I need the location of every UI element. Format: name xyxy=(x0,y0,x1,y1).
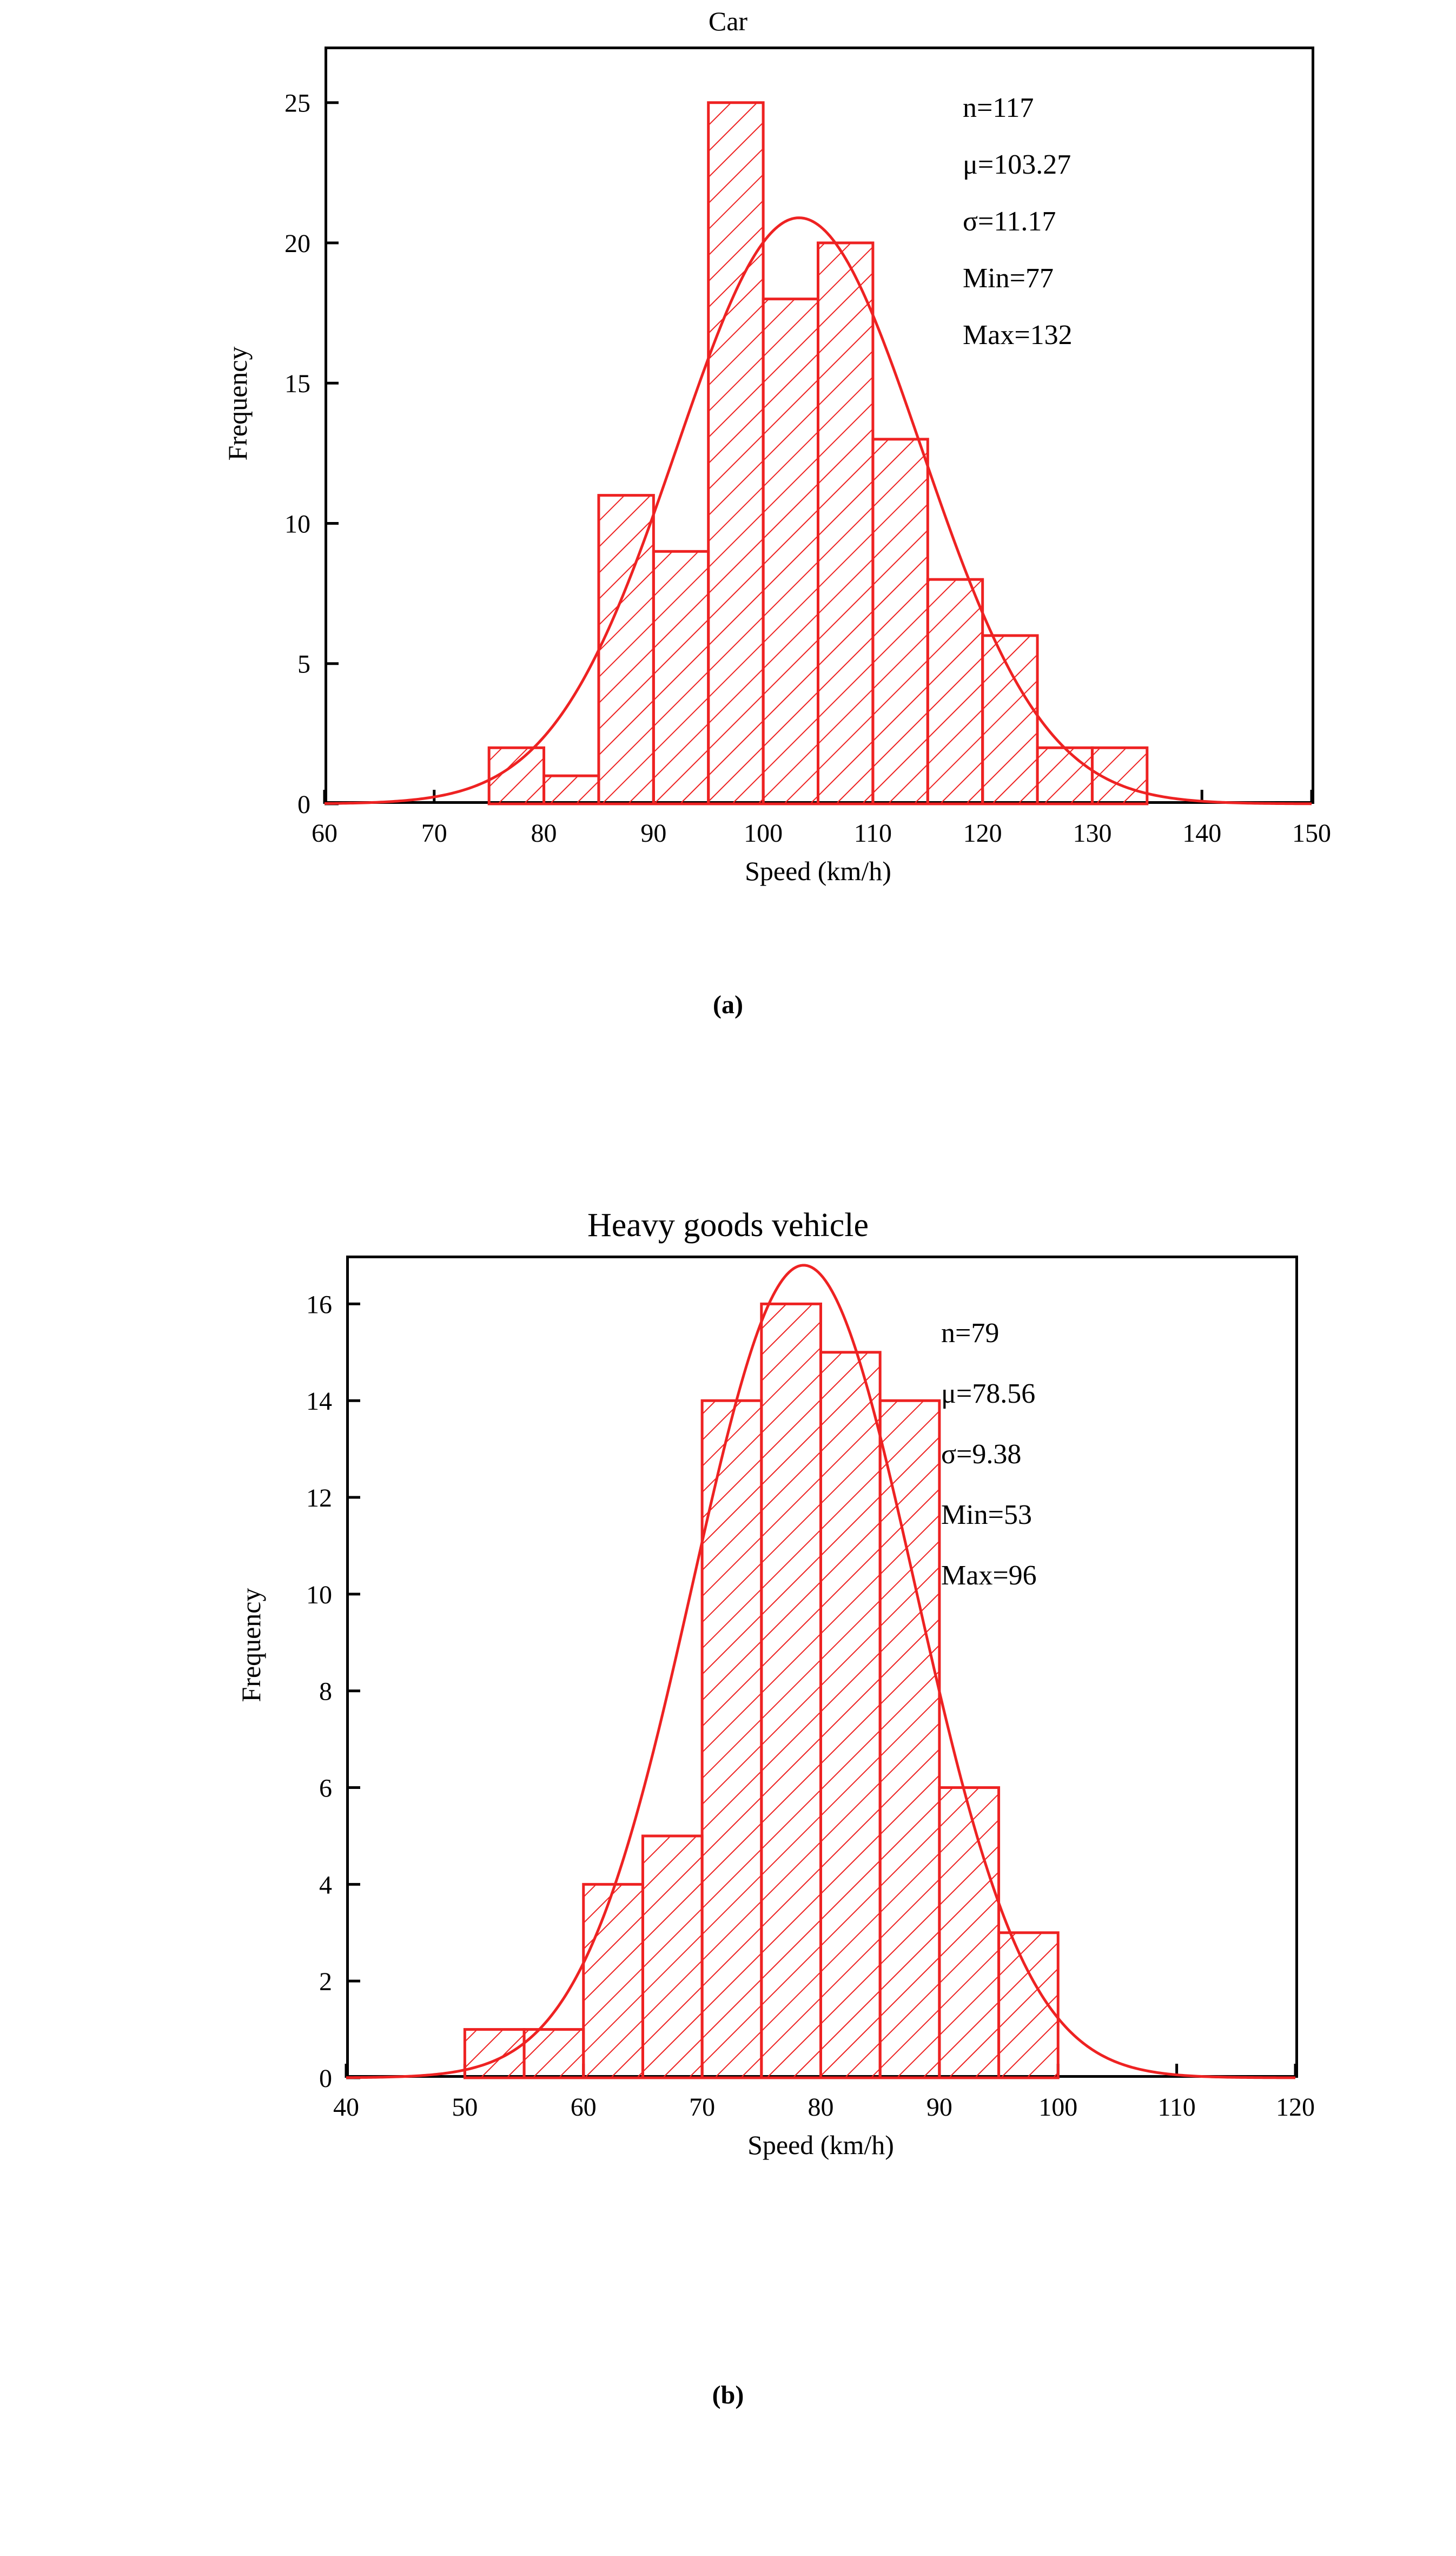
stat-line: Min=77 xyxy=(963,263,1054,294)
stat-line: Max=96 xyxy=(941,1560,1037,1591)
x-tick-label: 100 xyxy=(744,819,783,848)
x-tick-label: 80 xyxy=(531,819,557,848)
y-tick-label: 5 xyxy=(297,650,310,679)
x-tick-label: 50 xyxy=(452,2093,478,2122)
histogram-bar xyxy=(643,1836,702,2078)
stat-line: μ=103.27 xyxy=(963,149,1071,180)
y-tick-label: 4 xyxy=(319,1871,332,1900)
y-tick-label: 0 xyxy=(319,2064,332,2093)
histogram-bar xyxy=(599,496,653,804)
x-tick-label: 80 xyxy=(808,2093,834,2122)
x-tick-label: 60 xyxy=(312,819,337,848)
x-tick-label: 140 xyxy=(1182,819,1222,848)
x-tick-label: 110 xyxy=(853,819,892,848)
histogram-chart-hgv xyxy=(184,1256,1315,2160)
y-axis-label-a: Frequency xyxy=(222,346,253,461)
x-axis-label-a: Speed (km/h) xyxy=(745,856,891,886)
histogram-bar xyxy=(873,439,928,804)
figure-panel-a xyxy=(0,0,1456,1125)
x-tick-label: 60 xyxy=(570,2093,597,2122)
stats-annotation xyxy=(941,1318,1037,1591)
histogram-bar xyxy=(821,1352,881,2078)
histogram-bars xyxy=(465,1304,1058,2078)
histogram-bar xyxy=(928,579,982,804)
y-tick-label: 10 xyxy=(284,510,310,539)
y-tick-label: 0 xyxy=(297,790,310,819)
x-tick-label: 40 xyxy=(333,2093,359,2122)
histogram-bar xyxy=(544,776,599,804)
stat-line: σ=9.38 xyxy=(941,1439,1022,1470)
y-tick-label: 12 xyxy=(306,1484,332,1513)
stat-line: n=117 xyxy=(963,93,1034,123)
stat-line: n=79 xyxy=(941,1318,1000,1349)
chart-title-b: Heavy goods vehicle xyxy=(587,1207,869,1244)
y-tick-label: 8 xyxy=(319,1677,332,1706)
x-tick-label: 90 xyxy=(640,819,667,848)
histogram-bar xyxy=(465,2030,524,2078)
stat-line: Max=132 xyxy=(963,320,1073,351)
x-tick-label: 120 xyxy=(963,819,1002,848)
x-axis-label-b: Speed (km/h) xyxy=(747,2130,894,2160)
y-tick-label: 15 xyxy=(284,369,310,399)
x-tick-label: 70 xyxy=(689,2093,716,2122)
y-tick-label: 25 xyxy=(284,89,310,118)
histogram-bar xyxy=(880,1401,939,2078)
x-tick-label: 90 xyxy=(926,2093,952,2122)
y-axis-label-b: Frequency xyxy=(236,1588,266,1702)
histogram-chart-car xyxy=(162,47,1331,886)
x-tick-label: 110 xyxy=(1157,2093,1196,2122)
y-tick-label: 16 xyxy=(306,1290,332,1319)
chart-title-a: Car xyxy=(708,6,748,36)
panel-letter-a: (a) xyxy=(713,990,743,1019)
y-tick-label: 14 xyxy=(306,1387,332,1416)
stats-annotation xyxy=(963,93,1073,351)
histogram-bar xyxy=(584,1884,643,2078)
stat-line: σ=11.17 xyxy=(963,206,1056,237)
x-tick-label: 70 xyxy=(421,819,447,848)
x-tick-label: 120 xyxy=(1276,2093,1315,2122)
x-tick-label: 130 xyxy=(1073,819,1112,848)
y-tick-label: 10 xyxy=(306,1580,332,1609)
y-tick-label: 6 xyxy=(319,1774,332,1803)
stat-line: Min=53 xyxy=(941,1500,1033,1530)
histogram-bar xyxy=(1037,748,1092,804)
histogram-bar xyxy=(709,103,763,804)
x-tick-label: 150 xyxy=(1292,819,1331,848)
histogram-bar xyxy=(763,299,818,804)
figure-panel-b xyxy=(0,1201,1456,2499)
histogram-bar xyxy=(983,636,1037,804)
histogram-bar xyxy=(653,551,708,804)
y-tick-label: 20 xyxy=(284,229,310,258)
stat-line: μ=78.56 xyxy=(941,1378,1036,1409)
y-tick-label: 2 xyxy=(319,1967,332,1997)
histogram-bar xyxy=(762,1304,821,2078)
histogram-bar xyxy=(939,1788,999,2078)
histogram-bar xyxy=(818,243,873,804)
panel-letter-b: (b) xyxy=(712,2381,744,2409)
plot-canvas-a xyxy=(162,47,1331,869)
x-tick-label: 100 xyxy=(1038,2093,1078,2122)
plot-canvas-b xyxy=(184,1256,1315,2148)
